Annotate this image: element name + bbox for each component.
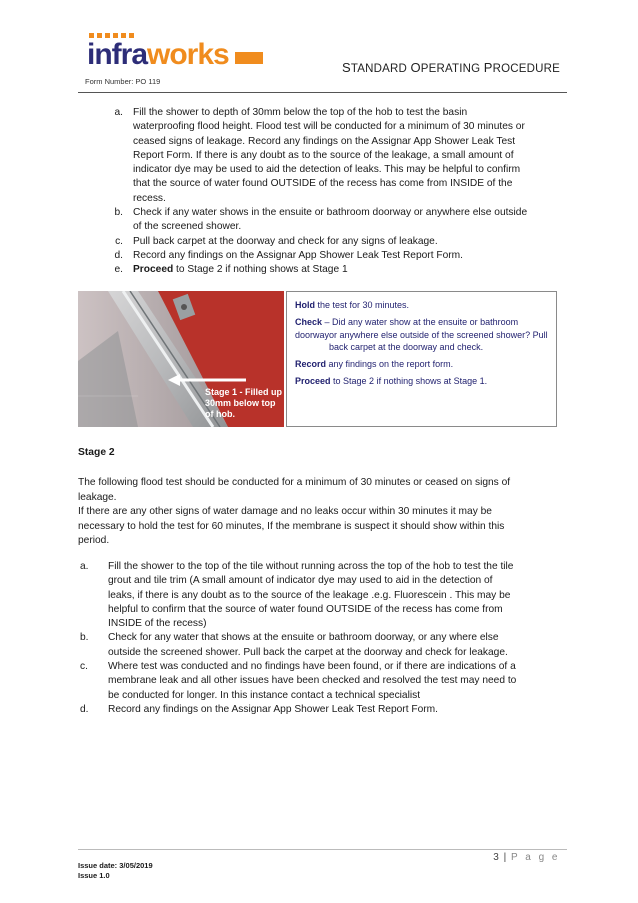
list-item: b. Check if any water shows in the ensuite or bathroom doorway or anywhere else outside of the screened shower.	[114, 207, 528, 233]
list-item: d. Record any findings on the Assignar App Shower Leak Test Report Form.	[80, 703, 438, 715]
list-item: c. Where test was conducted and no findings have been found, or if there are indications of a membrane leak and all other issues have been checked and resolved the test may need to be conducted for longer. In this instance contact a technical specialist	[80, 661, 517, 701]
list-item: c. Pull back carpet at the doorway and check for any signs of leakage.	[115, 235, 438, 247]
issue-number: Issue 1.0	[78, 871, 110, 880]
callout-proceed: Proceed to Stage 2 if nothing shows at Stage 1.	[295, 376, 488, 386]
callout-hold: Hold the test for 30 minutes.	[295, 300, 410, 310]
callout-check: Check – Did any water show at the ensuite or bathroom doorway	[295, 317, 519, 340]
logo-bar	[235, 52, 263, 64]
stage1-figure	[78, 291, 557, 427]
document-title: STANDARD OPERATING PROCEDURE	[342, 60, 560, 75]
stage2-steps-list	[80, 560, 566, 717]
list-item: a. Fill the shower to the top of the tile without running across the top of the hob to test the tile grout and tile trim (A small amount of indicator dye may used to aid in the detection of leaks, if there is any doubt as to the source of the leakage .e.g. Fluorescein . This may be helpful to confirm that the source of water found OUTSIDE of the recess has come from INSIDE of the recess)	[80, 561, 514, 630]
callout-record: Record any findings on the report form.	[295, 359, 454, 369]
shower-hob-photo	[78, 291, 284, 427]
stage2-heading: Stage 2	[78, 447, 115, 458]
form-number: Form Number: PO 119	[85, 77, 161, 86]
stage2-duration-paragraph: If there are any other signs of water damage and no leaks occur within 30 minutes it may be necessary to hold the test for 60 minutes, If the membrane is suspect it should show within this period.	[78, 506, 505, 546]
infraworks-logo	[87, 35, 257, 69]
list-item: a. Fill the shower to depth of 30mm below the top of the hob to test the basin waterproofing flood height. Flood test will be conducted for a minimum of 30 minutes or ceased signs of leakage. Record any findings on the Assignar App Shower Leak Test Report Form. If there is any doubt as to the source of the leakage, a small amount of indicator dye may be used to aid the detection of leaks. This may be helpful to confirm that the source of water found OUTSIDE of the recess has come from INSIDE of the recess.	[114, 107, 525, 204]
issue-date: Issue date: 3/05/2019	[78, 861, 153, 870]
callout-check-line3: back carpet at the doorway and check.	[329, 342, 484, 352]
stage2-intro-paragraph: The following flood test should be conducted for a minimum of 30 minutes or ceased on signs of leakage.	[78, 477, 511, 503]
list-item: d. Record any findings on the Assignar App Shower Leak Test Report Form.	[114, 249, 463, 261]
logo-wordmark: infraworks	[87, 38, 229, 71]
photo-caption: Stage 1 - Filled up 30mm below top of hob.	[205, 387, 283, 419]
list-item: b. Check for any water that shows at the ensuite or bathroom doorway, or any where else outside the screened shower. Pull back the carpet at the doorway and check for leakage.	[80, 632, 508, 658]
stage1-callout-box	[286, 291, 557, 427]
page-number: 3 | P a g e	[493, 852, 560, 863]
list-item: e. Proceed to Stage 2 if nothing shows at Stage 1	[114, 264, 348, 276]
callout-check-line2: or anywhere else outside of the screened shower? Pull	[329, 329, 548, 340]
arrow-left-icon	[168, 374, 248, 386]
stage1-steps-list	[103, 106, 563, 278]
header-divider	[78, 92, 567, 93]
footer-divider	[78, 849, 567, 850]
